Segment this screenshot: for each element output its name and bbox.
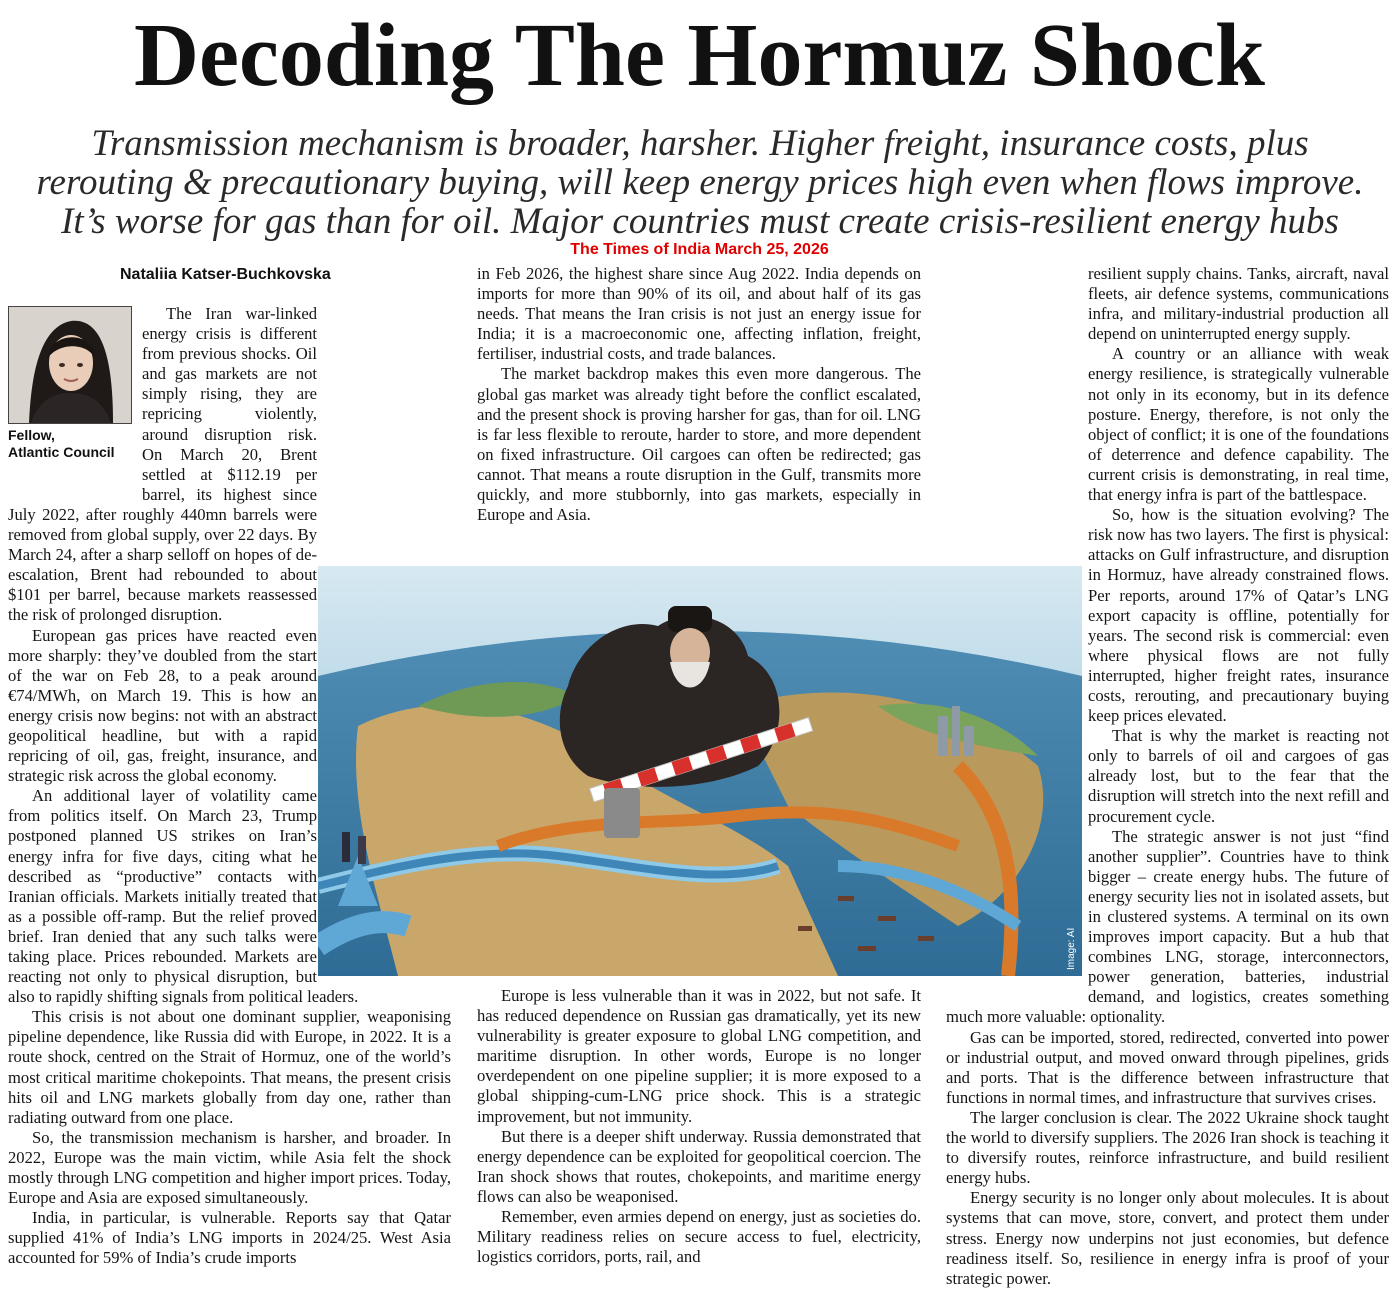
headline: Decoding The Hormuz Shock — [134, 6, 1265, 105]
paragraph: So, the transmission mechanism is harsher, and broader. In 2022, Europe was the main victim, while Asia felt the shock mostly through LNG competition and higher import prices. Today, Europe and Asia are exposed simultaneously. — [8, 1127, 451, 1208]
paragraph: That is why the market is reacting not only to barrels of oil and cargoes of gas already lost, but to the fear that the disruption will stretch into the next refill and procurement cycle. — [1088, 726, 1389, 826]
image-credit: Image: AI — [1066, 927, 1077, 970]
source-line: The Times of India March 25, 2026 — [570, 241, 829, 258]
illustration — [318, 566, 1082, 976]
paragraph: in Feb 2026, the highest share since Aug 2022. India depends on imports for more than 90% of its oil, and about half of its gas needs. That means the Iran crisis is not just an energy issue for India; it is a macroeconomic one, affecting inflation, freight, fertiliser, industrial costs, and trade balances. — [477, 264, 921, 364]
paragraph: European gas prices have reacted even more sharply: they’ve doubled from the start of the war on Feb 28, to a peak around €74/MWh, on March 19. This is how an energy crisis now begins: not with an abstract geopolitical headline, but with a rapid repricing of oil, gas, freight, insurance, and strategic risk across the global economy. — [8, 625, 317, 786]
paragraph: A country or an alliance with weak energy resilience, is strategically vulnerable not only in its economy, but in its defence posture. Energy, therefore, is not only the object of conflict; it is one of the foundations of deterrence and defence capability. The current crisis is demonstrating, in real time, that energy infra is part of the battlespace. — [1088, 344, 1389, 505]
paragraph: So, how is the situation evolving? The risk now has two layers. The first is physical: attacks on Gulf infrastructure, and disruption in Hormuz, have already constrained flows. Per reports, around 17% of Qatar’s LNG export capacity is offline, potentially for years. The second risk is commercial: even where physical flows are not fully interrupted, higher freight rates, insurance costs, rerouting, and precautionary buying keep prices elevated. — [1088, 505, 1389, 726]
paragraph: Gas can be imported, stored, redirected, converted into power or industrial output, and moved onward through pipelines, grids and ports. That is the difference between infrastructure that functions in normal times, and infrastructure that survives crises. — [946, 1027, 1389, 1107]
paragraph: But there is a deeper shift underway. Russia demonstrated that energy dependence can be exploited for geopolitical coercion. The Iran shock shows that routes, chokepoints, and maritime energy flows can also be weaponised. — [477, 1126, 921, 1206]
author-byline: Nataliia Katser-Buchkovska — [120, 266, 331, 283]
standfirst: Transmission mechanism is broader, harsher. Higher freight, insurance costs, plus rerouting & precautionary buying, will keep energy prices high even when flows improve. It’s worse for gas than for oil. Major countries must create crisis-resilient energy hubs — [36, 123, 1364, 242]
author-role-line2: Atlantic Council — [8, 444, 115, 460]
paragraph: The strategic answer is not just “find another supplier”. Countries have to think bigger – create energy hubs. The future of energy security lies not in isolated assets, but in clustered systems. A terminal on its own improves import capacity. But a hub that combines LNG, storage, interconnectors, power generation, batteries, industrial demand, and logistics, creates something much more valuable: optionality. — [946, 826, 1389, 1027]
paragraph: The market backdrop makes this even more dangerous. The global gas market was already tight before the conflict escalated, and the present shock is proving harsher for gas, than for oil. LNG is far less flexible to reroute, harder to store, and more dependent on fixed infrastructure. Oil cargoes can often be redirected; gas cannot. That means a route disruption in the Gulf, transmits more quickly, and more stubbornly, into gas markets, especially in Europe and Asia. — [477, 364, 921, 525]
paragraph: India, in particular, is vulnerable. Reports say that Qatar supplied 41% of India’s LNG imports in 2024/25. West Asia accounted for 59% of India’s crude imports — [8, 1208, 451, 1268]
photo-wrap-space — [8, 302, 142, 498]
paragraph: This crisis is not about one dominant supplier, weaponising pipeline dependence, like Russia did with Europe, in 2022. It is a route shock, centred on the Strait of Hormuz, one of the world’s most critical maritime chokepoints. That means, the present crisis hits oil and LNG markets globally from day one, rather than radiating outward from one place. — [8, 1007, 451, 1127]
column-2-bottom — [477, 986, 921, 1267]
paragraph: Europe is less vulnerable than it was in 2022, but not safe. It has reduced dependence on Russian gas dramatically, yet its new vulnerability is greater exposure to global LNG competition, and maritime disruption. In other words, Europe is no longer overdependent on one pipeline supplier; it is more exposed to a global shipping-cum-LNG price shock. This is a strategic improvement, but not immunity. — [477, 986, 921, 1126]
paragraph: The Iran war-linked energy crisis is different from previous shocks. Oil and gas markets are not simply rising, they are repricing violently, around disruption risk. On March 20, Brent settled at $112.19 per barrel, its highest since July 2022, after roughly 440mn barrels were removed from global supply, over 22 days. By March 24, after a sharp selloff on hopes of de-escalation, Brent had rebounded to about $101 per barrel, because markets reassessed the risk of prolonged disruption. — [8, 304, 317, 625]
hormuz-illustration-icon — [318, 566, 1082, 976]
paragraph: The larger conclusion is clear. The 2022 Ukraine shock taught the world to diversify suppliers. The 2026 Iran shock is teaching it to diversify routes, reinforce infrastructure, and build resilient energy hubs. — [946, 1107, 1389, 1188]
paragraph: An additional layer of volatility came from politics itself. On March 23, Trump postponed planned US strikes on Iran’s energy infra for five days, citing what he described as “productive” contacts with Iranian officials. Markets initially treated that as a possible off-ramp. But the relief proved brief. Iran denied that any such talks were taking place. Prices rebounded. Markets are reacting not only to physical disruption, but also to rapidly shifting signals from political leaders. — [8, 786, 359, 1007]
paragraph: Energy security is no longer only about molecules. It is about systems that can move, store, convert, and protect them under stress. Energy now underpins not just economies, but defence readiness itself. So, resilience in energy infra is proof of your strategic power. — [946, 1188, 1389, 1288]
paragraph: Remember, even armies depend on energy, just as societies do. Military readiness relies on secure access to fuel, electricity, logistics corridors, ports, rail, and — [477, 1207, 921, 1267]
column-2 — [477, 264, 921, 525]
paragraph: resilient supply chains. Tanks, aircraft, naval fleets, air defence systems, communications infra, and military-industrial production all depend on uninterrupted energy supply. — [1088, 264, 1389, 344]
author-role-line1: Fellow, — [8, 427, 55, 443]
